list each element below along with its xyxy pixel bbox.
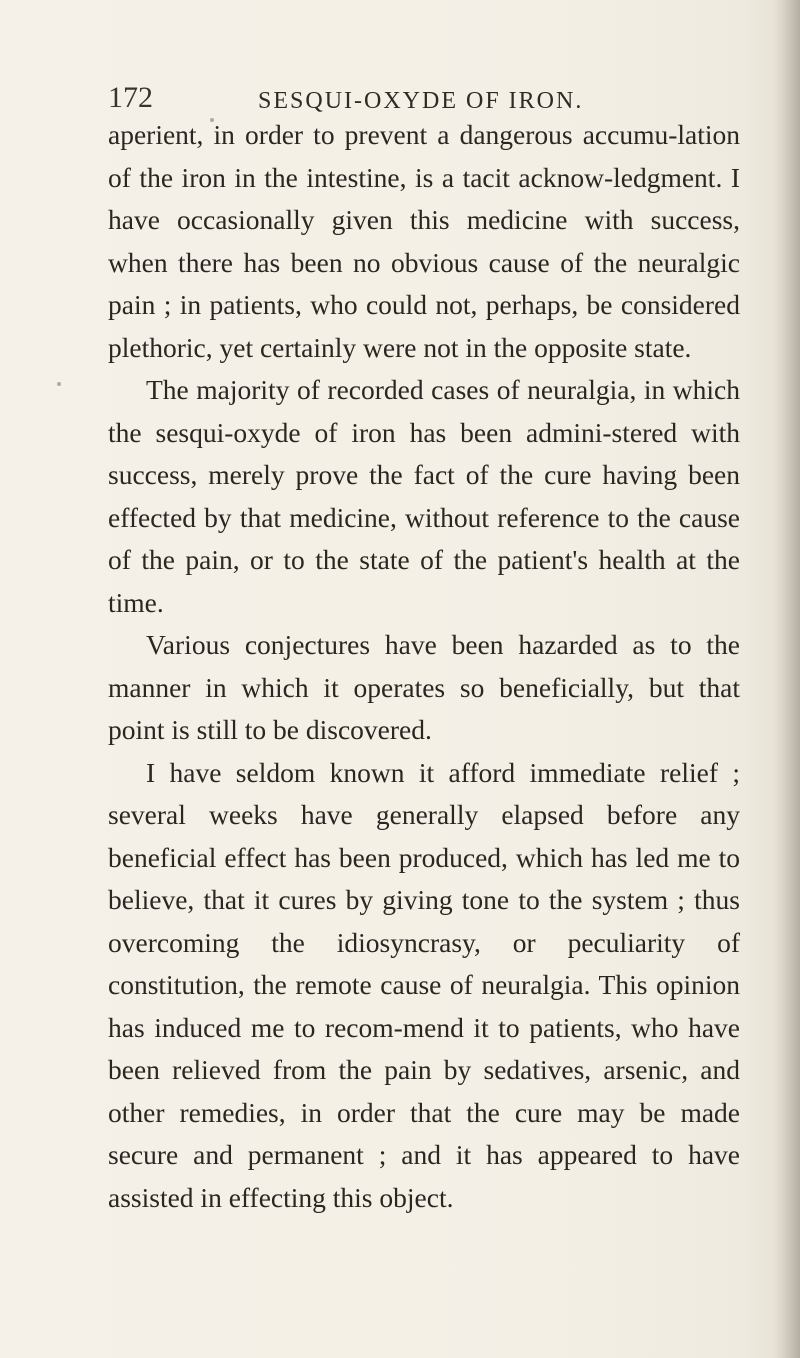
running-head: SESQUI-OXYDE OF IRON. — [258, 88, 584, 114]
page-header — [108, 78, 718, 118]
paragraph-4: I have seldom known it afford immediate relief ; several weeks have generally elapsed before any beneficial effect has been produced, which has led me to believe, that it cures by giving tone to the system ; thus overcoming the idiosyncrasy, or peculiarity of constitution, the remote cause of neuralgia. This opinion has induced me to recom-mend it to patients, who have been relieved from the pain by sedatives, arsenic, and other remedies, in order that the cure may be made secure and permanent ; and it has appeared to have assisted in effecting this object. — [108, 756, 740, 1213]
paragraph-2: The majority of recorded cases of neuralgia, in which the sesqui-oxyde of iron has been admini-stered with success, merely prove the fact of the cure having been effected by that medicine, without reference to the cause of the pain, or to the state of the patient's health at the time. — [108, 374, 740, 618]
ink-speck — [57, 382, 61, 386]
page-edge-shadow — [774, 0, 800, 1358]
page-number: 172 — [108, 81, 153, 114]
paragraph-3: Various conjectures have been hazarded as to the manner in which it operates so beneficially, but that point is still to be discovered. — [108, 629, 740, 745]
paragraph-1: aperient, in order to prevent a dangerous accumu-lation of the iron in the intestine, is a tacit acknow-ledgment. I have occasionally given this medicine with success, when there has been no obvious cause of the neuralgic pain ; in patients, who could not, perhaps, be considered plethoric, yet certainly were not in the opposite state. — [108, 119, 740, 363]
body-text — [108, 114, 740, 1219]
